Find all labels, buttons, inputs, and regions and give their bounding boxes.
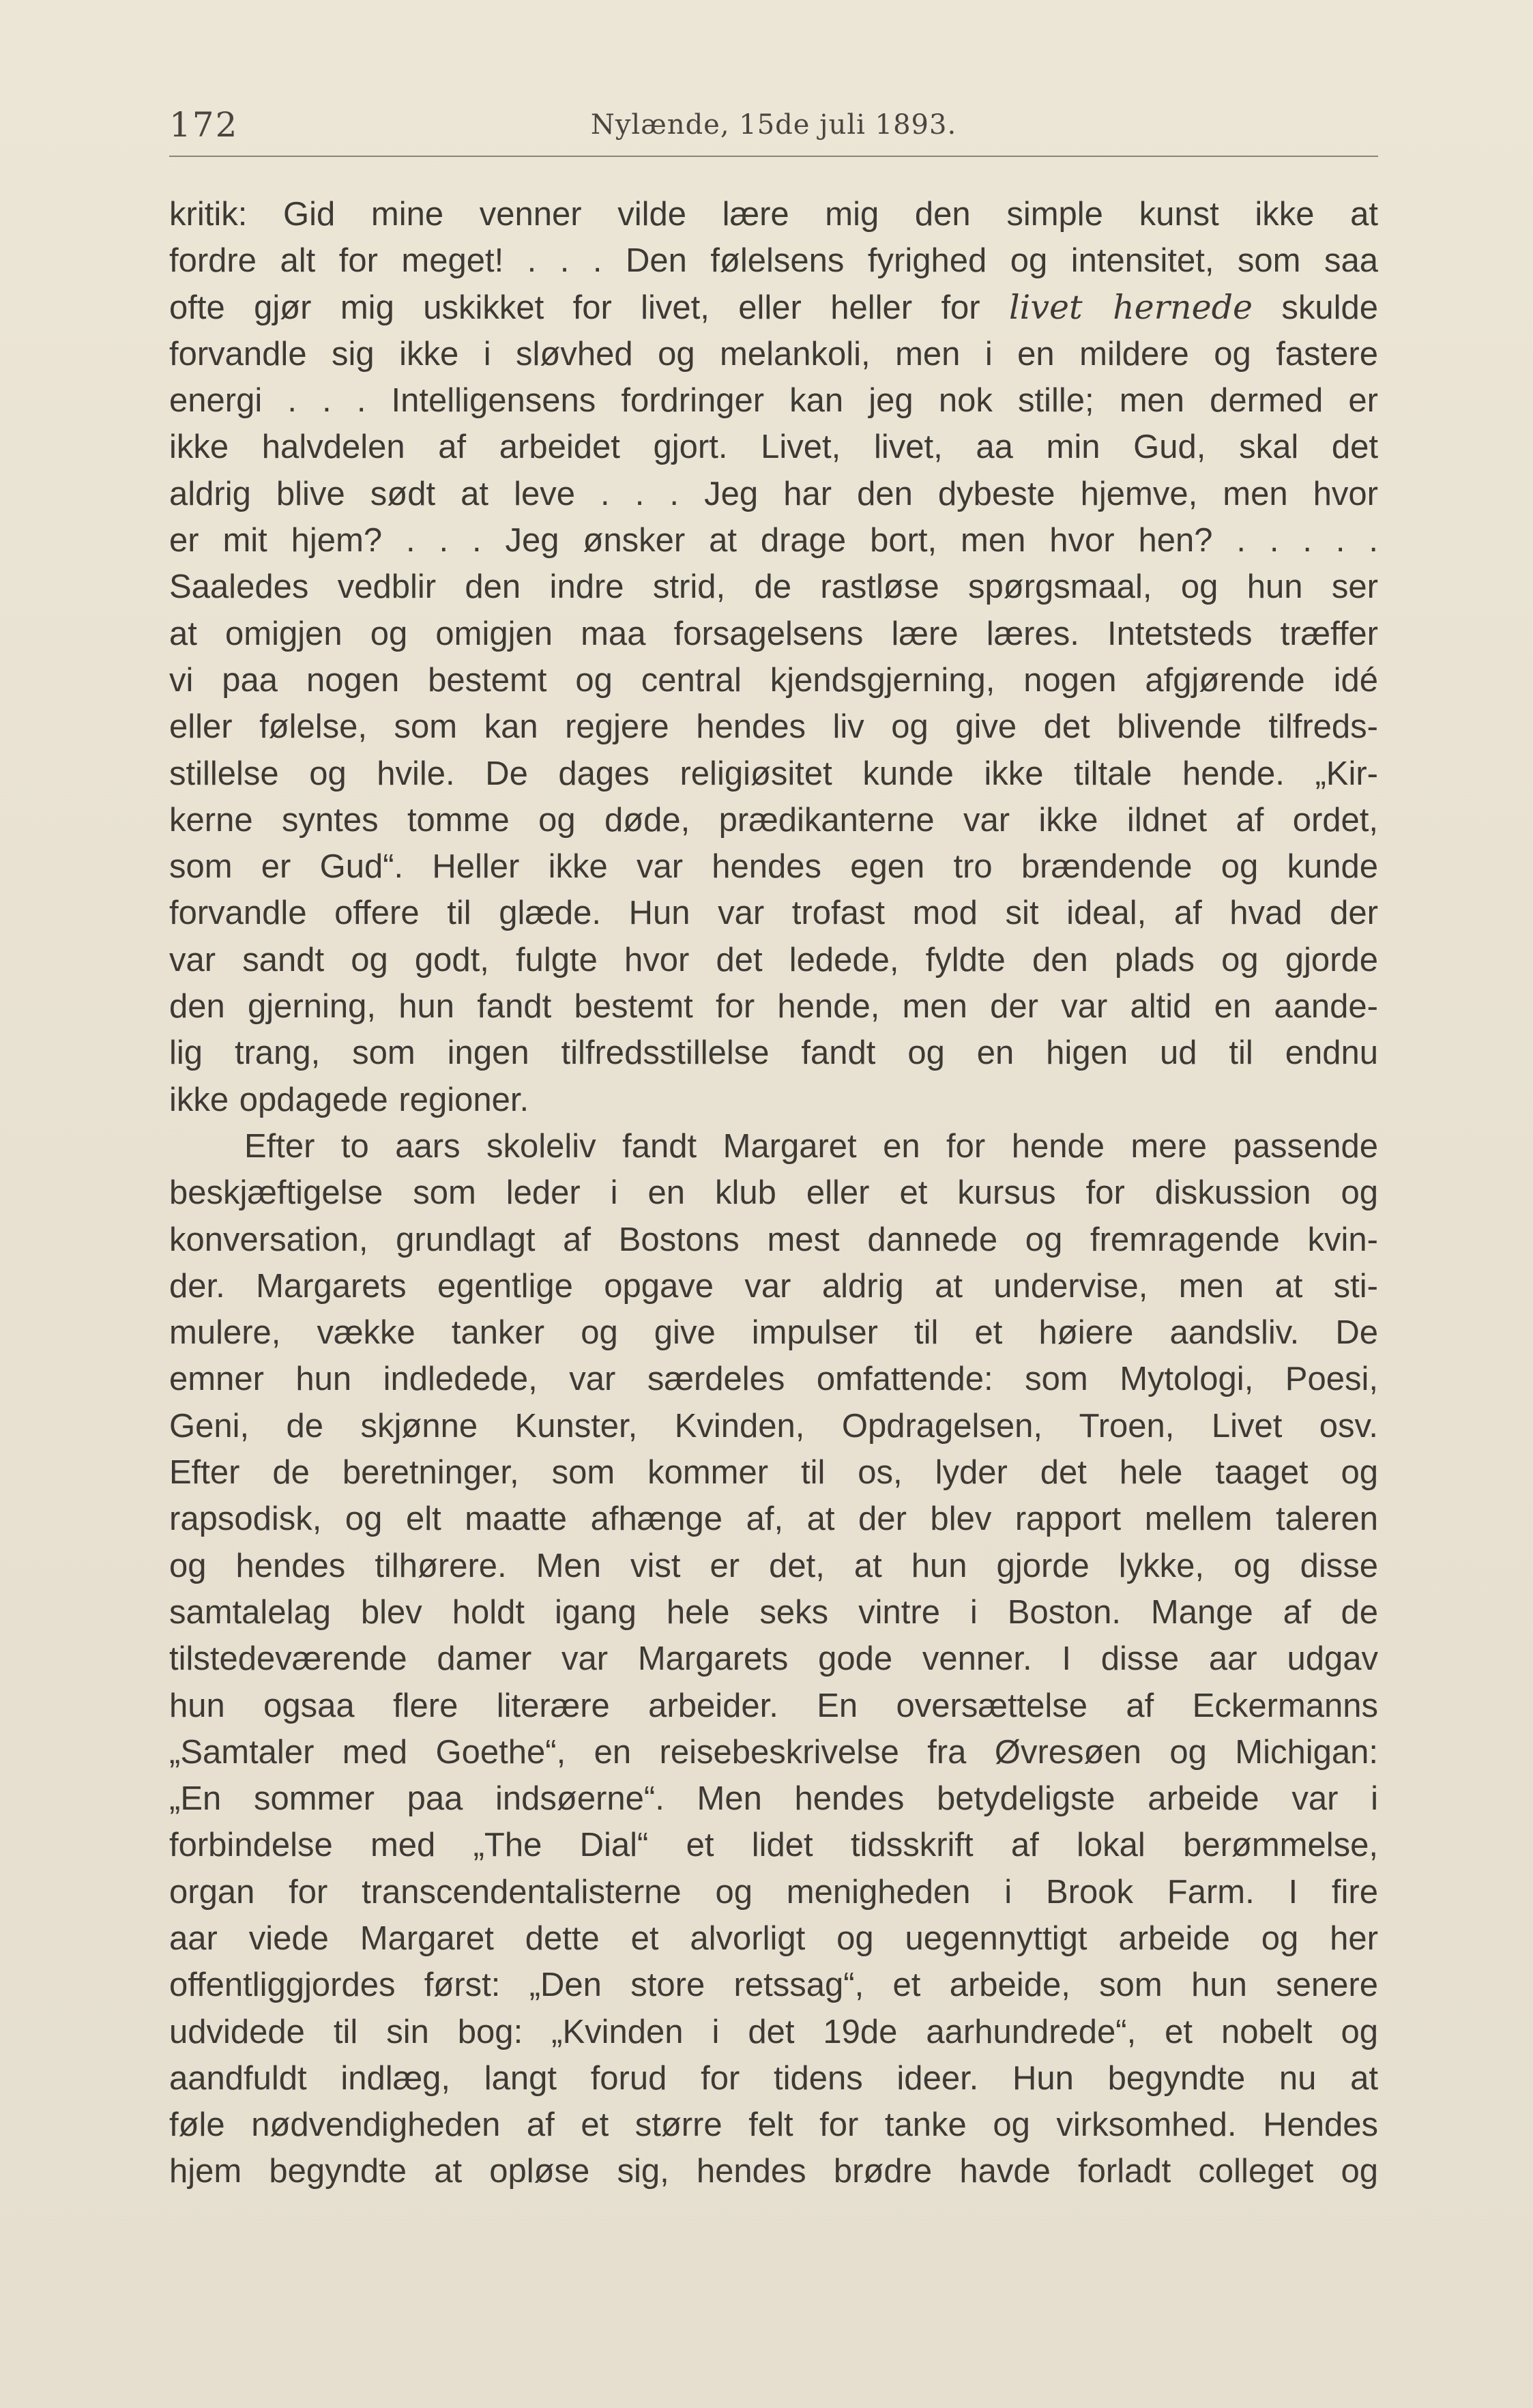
text-line: aandfuldt indlæg, langt forud for tidens ideer. Hun begyndte nu at	[169, 2059, 1378, 2097]
text-line: samtalelag blev holdt igang hele seks vintre i Boston. Mange af de	[169, 1593, 1378, 1631]
text-line: Geni, de skjønne Kunster, Kvinden, Opdragelsen, Troen, Livet osv.	[169, 1407, 1378, 1445]
text-line: som er Gud“. Heller ikke var hendes egen tro brændende og kunde	[169, 848, 1378, 886]
running-head: Nylænde, 15de juli 1893.	[590, 109, 957, 141]
text-line: aar viede Margaret dette et alvorligt og uegennyttigt arbeide og her	[169, 1919, 1378, 1957]
text-line: at omigjen og omigjen maa forsagelsens lære læres. Intetsteds træffer	[169, 615, 1378, 652]
text-line: Efter to aars skoleliv fandt Margaret en for hende mere passende	[244, 1127, 1378, 1165]
text-line: og hendes tilhørere. Men vist er det, at hun gjorde lykke, og disse	[169, 1547, 1378, 1584]
body-text	[169, 191, 1378, 2195]
text-line: lig trang, som ingen tilfredsstillelse fandt og en higen ud til endnu	[169, 1034, 1378, 1072]
page-header	[169, 102, 1378, 150]
text-line: tilstedeværende damer var Margarets gode venner. I disse aar udgav	[169, 1640, 1378, 1678]
text-line: forbindelse med „The Dial“ et lidet tidsskrift af lokal berømmelse,	[169, 1827, 1378, 1864]
text-line: kerne syntes tomme og døde, prædikanterne var ikke ildnet af ordet,	[169, 801, 1378, 839]
text-line: eller følelse, som kan regjere hendes liv og give det blivende tilfreds-	[169, 708, 1378, 746]
text-line: ikke opdagede regioner.	[169, 1081, 529, 1118]
text-line: ikke halvdelen af arbeidet gjort. Livet, livet, aa min Gud, skal det	[169, 429, 1378, 466]
text-line: forvandle offere til glæde. Hun var trofast mod sit ideal, af hvad der	[169, 895, 1378, 932]
text-line: offentliggjordes først: „Den store retssag“, et arbeide, som hun senere	[169, 1967, 1378, 2004]
text-segment: skulde	[1252, 289, 1378, 326]
text-line: udvidede til sin bog: „Kvinden i det 19de aarhundrede“, et nobelt og	[169, 2013, 1378, 2050]
text-line: emner hun indledede, var særdeles omfattende: som Mytologi, Poesi,	[169, 1361, 1378, 1398]
text-line: der. Margarets egentlige opgave var aldrig at undervise, men at sti-	[169, 1267, 1378, 1305]
text-line: „Samtaler med Goethe“, en reisebeskrivelse fra Øvresøen og Michigan:	[169, 1733, 1378, 1771]
text-line: Saaledes vedblir den indre strid, de rastløse spørgsmaal, og hun ser	[169, 568, 1378, 606]
text-line: energi . . . Intelligensens fordringer kan jeg nok stille; men dermed er	[169, 382, 1378, 420]
header-rule	[169, 156, 1378, 157]
text-line: var sandt og godt, fulgte hvor det ledede, fyldte den plads og gjorde	[169, 941, 1378, 978]
text-line: Efter de beretninger, som kommer til os, lyder det hele taaget og	[169, 1454, 1378, 1492]
text-line: hjem begyndte at opløse sig, hendes brødre havde forladt colleget og	[169, 2153, 1378, 2190]
page-number: 172	[169, 105, 239, 145]
text-line: forvandle sig ikke i sløvhed og melankoli, men i en mildere og fastere	[169, 335, 1378, 373]
text-line: beskjæftigelse som leder i en klub eller et kursus for diskussion og	[169, 1174, 1378, 1212]
text-line: konversation, grundlagt af Bostons mest dannede og fremragende kvin-	[169, 1221, 1378, 1258]
text-line: er mit hjem? . . . Jeg ønsker at drage bort, men hvor hen? . . . . .	[169, 522, 1378, 560]
text-line: den gjerning, hun fandt bestemt for hende, men der var altid en aande-	[169, 988, 1378, 1026]
text-line: hun ogsaa flere literære arbeider. En oversættelse af Eckermanns	[169, 1687, 1378, 1724]
text-line: vi paa nogen bestemt og central kjendsgjerning, nogen afgjørende idé	[169, 661, 1378, 699]
text-line: føle nødvendigheden af et større felt for tanke og virksomhed. Hendes	[169, 2106, 1378, 2144]
text-line: rapsodisk, og elt maatte afhænge af, at der blev rapport mellem taleren	[169, 1500, 1378, 1538]
text-line: aldrig blive sødt at leve . . . Jeg har den dybeste hjemve, men hvor	[169, 475, 1378, 512]
emphasized-text: livet hernede	[1009, 287, 1253, 327]
text-line	[169, 285, 1378, 331]
text-line: kritik: Gid mine venner vilde lære mig den simple kunst ikke at	[169, 196, 1378, 233]
text-segment: ofte gjør mig uskikket for livet, eller heller for	[169, 289, 1010, 326]
text-line: organ for transcendentalisterne og menigheden i Brook Farm. I fire	[169, 1873, 1378, 1911]
text-line: mulere, vække tanker og give impulser til et høiere aandsliv. De	[169, 1314, 1378, 1352]
text-line: „En sommer paa indsøerne“. Men hendes betydeligste arbeide var i	[169, 1780, 1378, 1818]
text-line: fordre alt for meget! . . . Den følelsens fyrighed og intensitet, som saa	[169, 242, 1378, 280]
text-line: stillelse og hvile. De dages religiøsitet kunde ikke tiltale hende. „Kir-	[169, 755, 1378, 792]
